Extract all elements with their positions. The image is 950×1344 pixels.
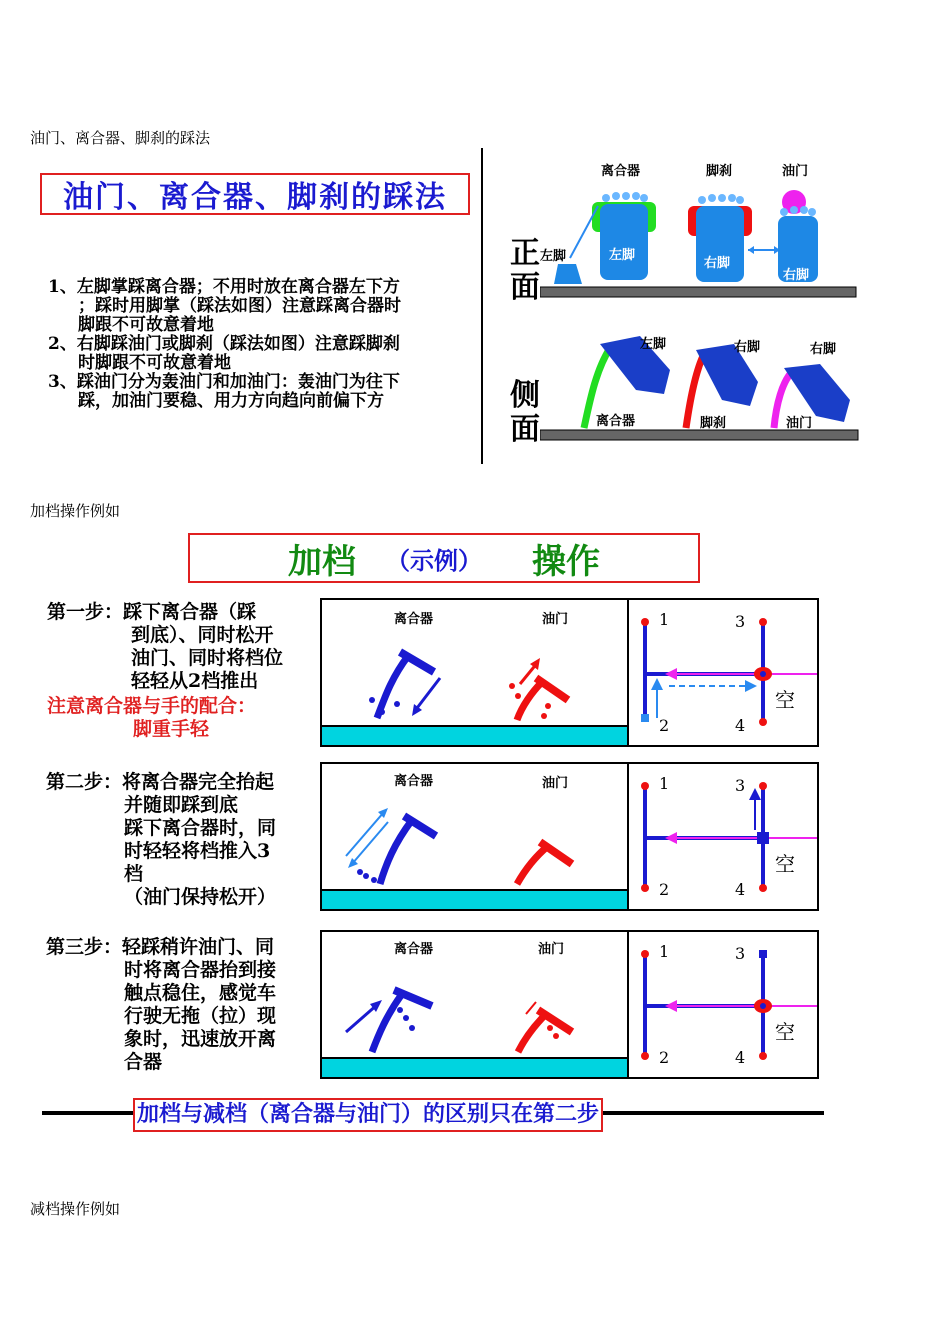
step-line: 时轻轻将档推入3	[124, 840, 271, 862]
gear-2: 2	[659, 1048, 670, 1067]
step-line: 油门、同时将档位	[131, 647, 284, 669]
front-right-foot-gas-label: 右脚	[783, 268, 810, 283]
left-foot-rest	[554, 264, 582, 284]
pedal-card-title: 油门、离合器、脚刹的踩法	[63, 180, 447, 215]
front-view-label-1: 正	[510, 236, 540, 271]
gear-1: 1	[659, 942, 670, 961]
step-line: 第三步：轻踩稍许油门、同	[46, 936, 275, 958]
step-line: （油门保持松开）	[124, 886, 277, 908]
step-note: 脚重手轻	[133, 718, 210, 740]
instruction-line: 时脚跟不可故意着地	[78, 353, 231, 373]
upshift-title-box	[188, 533, 700, 583]
front-view-diagram	[540, 180, 860, 304]
side-foot-label-right-2: 右脚	[810, 342, 837, 357]
instruction-line: 1、左脚掌踩离合器；不用时放在离合器左下方	[48, 277, 400, 297]
step-2-gear-panel	[627, 762, 819, 911]
step-2-pedal-art	[322, 764, 627, 889]
gear-2: 2	[659, 716, 670, 735]
side-foot-label-right-1: 右脚	[734, 340, 761, 355]
gear-4: 4	[735, 1048, 746, 1067]
gear-neutral: 空	[775, 688, 795, 712]
gear-1: 1	[659, 610, 670, 629]
front-left-foot-tag: 左脚	[540, 249, 567, 264]
step-line: 时将离合器抬到接	[124, 959, 277, 981]
upshift-title-b: （示例）	[386, 545, 482, 575]
footer-note: 加档与减档（离合器与油门）的区别只在第二步	[133, 1098, 603, 1132]
front-pedal-label-clutch: 离合器	[601, 164, 641, 179]
side-view-label-2: 面	[510, 412, 540, 447]
side-pedal-label-gas: 油门	[786, 416, 813, 431]
panel-label-gas: 油门	[538, 942, 565, 957]
step-1-pedal-art	[322, 600, 627, 725]
step-line: 档	[124, 863, 144, 885]
step-1-pedal-panel	[320, 598, 629, 747]
front-pedal-label-gas: 油门	[782, 164, 809, 179]
step-1-text	[47, 601, 317, 741]
step-3-pedal-panel	[320, 930, 629, 1079]
gear-4: 4	[735, 880, 746, 899]
step-line: 合器	[124, 1051, 163, 1073]
step-line: 并随即踩到底	[124, 794, 239, 816]
gear-neutral: 空	[775, 1020, 795, 1044]
floor-bar	[540, 287, 856, 297]
front-pedal-label-brake: 脚刹	[706, 164, 733, 179]
front-right-foot-brake-label: 右脚	[704, 256, 731, 271]
floor-strip	[322, 725, 627, 745]
gear-2: 2	[659, 880, 670, 899]
step-2-text	[46, 771, 316, 909]
step-line: 触点稳住，感觉车	[124, 982, 277, 1004]
left-foot-front	[600, 204, 648, 280]
section-caption-pedals: 油门、离合器、脚刹的踩法	[30, 129, 211, 147]
section-caption-downshift: 减档操作例如	[30, 1200, 121, 1218]
arrow-line	[570, 206, 598, 258]
step-2-gear-art	[629, 764, 817, 909]
panel-label-gas: 油门	[542, 776, 569, 791]
gear-3: 3	[735, 944, 746, 963]
gear-3: 3	[735, 612, 746, 631]
side-view-label-1: 侧	[510, 378, 540, 413]
upshift-title-c: 操作	[532, 541, 600, 582]
side-foot-label-left: 左脚	[640, 337, 667, 352]
pedal-card-title-box	[40, 173, 470, 215]
step-3-pedal-art	[322, 932, 627, 1057]
step-line: 第一步：踩下离合器（踩	[47, 601, 257, 623]
gear-4: 4	[735, 716, 746, 735]
section-caption-upshift: 加档操作例如	[30, 502, 121, 520]
instruction-line: 2、右脚踩油门或脚刹（踩法如图）注意踩脚刹	[48, 334, 400, 354]
step-3-text	[46, 936, 316, 1074]
panel-label-clutch: 离合器	[394, 942, 434, 957]
side-pedal-label-brake: 脚刹	[700, 416, 727, 431]
instruction-line: 踩，加油门要稳、用力方向趋向前偏下方	[78, 391, 384, 411]
instruction-line: 脚跟不可故意着地	[78, 315, 214, 335]
panel-label-clutch: 离合器	[394, 612, 434, 627]
side-pedal-label-clutch: 离合器	[596, 414, 636, 429]
step-3-gear-panel	[627, 930, 819, 1079]
step-note: 注意离合器与手的配合：	[47, 695, 257, 717]
panel-label-clutch: 离合器	[394, 774, 434, 789]
step-line: 行驶无拖（拉）现	[124, 1005, 277, 1027]
gear-1: 1	[659, 774, 670, 793]
step-line: 到底）、同时松开	[131, 624, 274, 646]
step-line: 踩下离合器时，同	[124, 817, 277, 839]
front-view-label-2: 面	[510, 270, 540, 305]
divider-vertical	[481, 148, 483, 464]
panel-label-gas: 油门	[542, 612, 569, 627]
step-2-pedal-panel	[320, 762, 629, 911]
floor-strip	[322, 889, 627, 909]
step-1-gear-art	[629, 600, 817, 745]
step-line: 第二步：将离合器完全抬起	[46, 771, 275, 793]
step-1-gear-panel	[627, 598, 819, 747]
instruction-line: ；踩时用脚掌（踩法如图）注意踩离合器时	[78, 296, 401, 316]
gear-neutral: 空	[775, 852, 795, 876]
step-line: 轻轻从2档推出	[131, 670, 259, 692]
upshift-title-a: 加档	[288, 541, 356, 582]
pedal-instructions	[48, 278, 458, 411]
step-line: 象时，迅速放开离	[124, 1028, 277, 1050]
instruction-line: 3、踩油门分为轰油门和加油门：轰油门为往下	[48, 372, 400, 392]
floor-strip	[322, 1057, 627, 1077]
step-3-gear-art	[629, 932, 817, 1077]
front-left-foot-label: 左脚	[609, 248, 636, 263]
gear-3: 3	[735, 776, 746, 795]
